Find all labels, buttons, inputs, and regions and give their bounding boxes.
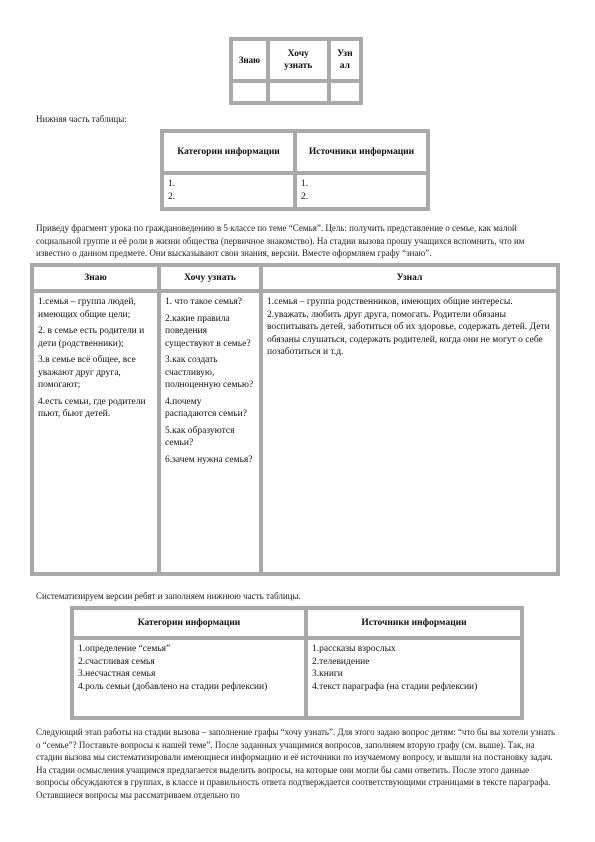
header-categories: Категории информации — [72, 608, 306, 638]
list-item: 1. — [301, 179, 309, 189]
table-know-want-learned-family — [30, 263, 560, 576]
table-know-want-learned-small — [229, 37, 363, 105]
table-categories-sources-filled — [70, 606, 524, 720]
list-item: 2. — [301, 191, 309, 202]
list-item: 3.книги — [312, 669, 343, 679]
header-learned: Узнал — [261, 265, 558, 291]
list-item: 4.роль семьи (добавлено на стадии рефлексии) — [78, 681, 268, 692]
list-item: 2. в семье есть родители и дети (родственники); — [38, 326, 145, 349]
list-item: 2.телевидение — [312, 656, 370, 667]
list-item: 1.семья – группа людей, имеющих общие цели; — [38, 297, 136, 320]
header-want-to-know: Хочу узнать — [268, 39, 329, 81]
header-know: Знаю — [231, 39, 268, 81]
paragraph-intro: Приведу фрагмент урока по граждановедению в 5 классе по теме “Семья”. Цель: получить представление о семье, как малой социальной группе и её роли в жизни общества (первичное знакомство). На стадии вызова прошу учащихся вспомнить, что им известно о данном предмете. Они высказывают свои знания, версии. Вместе оформляем графу “знаю”. — [36, 223, 525, 258]
list-item: 4.есть семьи, где родители пьют, бьют детей. — [38, 396, 146, 419]
list-item: 2.счастливая семья — [78, 656, 155, 667]
list-item: 5.как образуются семьи? — [165, 425, 235, 448]
list-item: 2.какие правила поведения существуют в семье? — [165, 313, 251, 349]
list-item: 1.семья – группа родственников, имеющих общие интересы. — [267, 297, 513, 307]
list-item: 1. что такое семья? — [165, 297, 242, 307]
sources-cell — [306, 638, 522, 718]
list-item: 2. — [168, 191, 176, 202]
list-item: 1.рассказы взрослых — [312, 644, 396, 654]
table-categories-sources-template — [160, 129, 430, 211]
list-item: 1. — [168, 179, 176, 189]
caption-systematize: Систематизируем версии ребят и заполняем нижнюю часть таблицы. — [36, 591, 301, 601]
header-know: Знаю — [32, 265, 159, 291]
list-item: 4.текст параграфа (на стадии рефлексии) — [312, 681, 478, 692]
header-sources: Источники информации — [306, 608, 522, 638]
categories-cell — [72, 638, 306, 718]
want-to-know-cell — [159, 291, 261, 574]
empty-cell — [268, 81, 329, 103]
header-learned: Узн ал — [329, 39, 361, 81]
categories-cell — [162, 173, 295, 209]
list-item: 3.в семье всё общее, все уважают друг друга, помогают; — [38, 355, 136, 390]
list-item: 2.уважать, любить друг друга, помогать. Родители обязаны воспитывать детей, заботиться об их здоровье, содержать детей. Дети обязаны слушаться, содержать родителей, когда они не могут о себе позаботиться и т.д. — [267, 309, 550, 357]
header-want-to-know: Хочу узнать — [159, 265, 261, 291]
caption-lower-part: Нижняя часть таблицы: — [36, 114, 127, 124]
list-item: 1.определение “семья” — [78, 644, 171, 654]
empty-cell — [329, 81, 361, 103]
know-cell — [32, 291, 159, 574]
list-item: 6.зачем нужна семья? — [165, 454, 253, 465]
paragraph-next-stage: Следующий этап работы на стадии вызова – заполнение графы “хочу узнать”. Для этого задаю вопрос детям: “что бы вы хотели узнать о “семье”? Поставьте вопросы к нашей теме”. После заданных учащимися вопросов, заполняем вторую графу (см. выше). Так, на стадии вызова мы систематизировали имеющиеся информацию и её источники по изучаемому вопросу, и вышли на постановку задач. На стадии осмысления учащимся предлагается выделить вопросы, на которые они могли бы сами ответить. После этого данные вопросы обсуждаются в группах, в классе и правильность ответа подтверждается соответствующими страницами в тексте параграфа. Оставшиеся вопросы мы рассматриваем отдельно по — [36, 727, 556, 800]
sources-cell — [295, 173, 428, 209]
list-item: 3.как создать счастливую, полноценную семью? — [165, 355, 254, 390]
header-categories: Категории информации — [162, 131, 295, 173]
learned-cell — [261, 291, 558, 574]
list-item: 3.несчастная семья — [78, 669, 156, 679]
empty-cell — [231, 81, 268, 103]
header-sources: Источники информации — [295, 131, 428, 173]
list-item: 4.почему распадаются семьи? — [165, 396, 247, 419]
